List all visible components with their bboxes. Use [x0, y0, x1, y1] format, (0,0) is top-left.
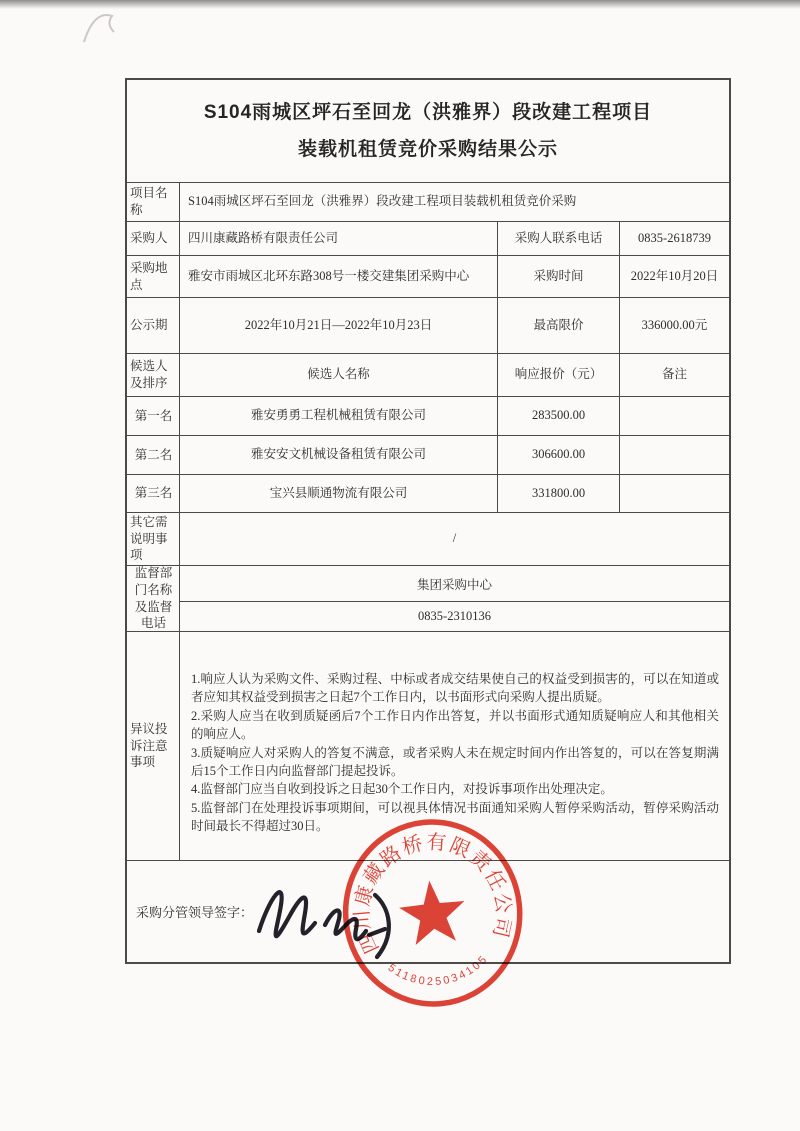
publicity-period-label: 公示期: [130, 318, 168, 333]
candidate-name: 宝兴县顺通物流有限公司: [179, 475, 497, 512]
candidate-note: [619, 436, 729, 474]
location-label: 采购地点: [130, 260, 168, 292]
objection-item: 1.响应人认为采购文件、采购过程、中标或者成交结果使自己的权益受到损害的，可以在知道或者应知其权益受到损害之日起7个工作日内，以书面形式向采购人提出质疑。: [191, 672, 719, 705]
seal-company-text: 四川康藏路桥有限责任公司: [351, 831, 515, 957]
candidate-rank: 第一名: [134, 408, 173, 423]
purchaser-value: 四川康藏路桥有限责任公司: [179, 222, 497, 255]
supervision-row: [127, 566, 729, 632]
objection-item: 5.监督部门在处理投诉事项期间，可以视具体情况书面通知采购人暂停采购活动，暂停采购活动时间最长不得超过30日。: [191, 800, 719, 833]
max-price-value: 336000.00元: [619, 298, 729, 353]
candidate-name: 雅安勇勇工程机械租赁有限公司: [179, 397, 497, 435]
candidate-note: [619, 475, 729, 512]
candidate-row-2: [127, 436, 729, 475]
purchase-time-label: 采购时间: [497, 256, 619, 297]
candidate-row-3: [127, 475, 729, 513]
purchaser-label: 采购人: [130, 231, 168, 246]
title-row: [127, 80, 729, 183]
candidates-header-row: [127, 354, 729, 397]
max-price-label: 最高限价: [497, 298, 619, 353]
candidate-rank: 第二名: [134, 447, 173, 462]
supervision-values: [179, 566, 729, 631]
purchaser-phone-value: 0835-2618739: [619, 222, 729, 255]
location-row: [127, 256, 729, 298]
candidate-row-1: [127, 397, 729, 436]
supervision-phone: 0835-2310136: [180, 601, 729, 631]
candidate-rank: 第三名: [134, 486, 173, 501]
objection-item: 4.监督部门应当自收到投诉之日起30个工作日内，对投诉事项作出处理决定。: [191, 782, 613, 797]
objection-notice-text: [179, 632, 729, 860]
purchaser-phone-label: 采购人联系电话: [497, 222, 619, 255]
publicity-period-value: 2022年10月21日—2022年10月23日: [179, 298, 497, 353]
publicity-period-row: [127, 298, 729, 354]
announcement-table: [125, 78, 731, 964]
page-title-line2: 装载机租赁竞价采购结果公示: [297, 139, 558, 160]
objection-row: [127, 632, 729, 861]
purchase-time-value: 2022年10月20日: [619, 256, 729, 297]
other-notes-label: 其它需说明事项: [130, 514, 168, 563]
candidate-note: [619, 397, 729, 435]
location-value: 雅安市雨城区北环东路308号一楼交建集团采购中心: [179, 256, 497, 297]
supervision-department: 集团采购中心: [416, 577, 492, 592]
paper-crease: [78, 2, 138, 47]
signature-row: [127, 861, 729, 962]
other-notes-row: [127, 513, 729, 566]
candidate-price: 306600.00: [497, 436, 619, 474]
objection-label: 异议投诉注意事项: [130, 721, 168, 770]
other-notes-value: /: [179, 513, 729, 565]
objection-item: 3.质疑响应人对采购人的答复不满意，或者采购人未在规定时间内作出答复的，可以在答复期满后15个工作日内向监督部门提起投诉。: [191, 745, 719, 778]
page-title-line1: S104雨城区坪石至回龙（洪雅界）段改建工程项目: [203, 101, 653, 123]
candidate-price: 283500.00: [497, 397, 619, 435]
project-name-label: 项目名称: [130, 186, 168, 217]
candidate-name: 雅安安文机械设备租赁有限公司: [179, 436, 497, 474]
seal-number-text: 5118025034105: [385, 952, 491, 989]
candidates-name-header: 候选人名称: [179, 354, 497, 396]
project-name-value: S104雨城区坪石至回龙（洪雅界）段改建工程项目装载机租赁竞价采购: [179, 183, 729, 221]
candidates-rank-header: 候选人及排序: [130, 359, 168, 390]
candidate-price: 331800.00: [497, 475, 619, 512]
candidates-note-header: 备注: [619, 354, 729, 396]
project-name-row: [127, 183, 729, 222]
page-title: [127, 94, 729, 168]
candidates-price-header: 响应报价（元）: [497, 354, 619, 396]
handwritten-signature: [245, 865, 435, 961]
purchaser-row: [127, 222, 729, 256]
objection-item: 2.采购人应当在收到质疑函后7个工作日内作出答复，并以书面形式通知质疑响应人和其他相关的响应人。: [191, 708, 719, 742]
signature-label: 采购分管领导签字：: [136, 905, 254, 920]
supervision-label: 监督部门名称及监督电话: [134, 565, 173, 631]
